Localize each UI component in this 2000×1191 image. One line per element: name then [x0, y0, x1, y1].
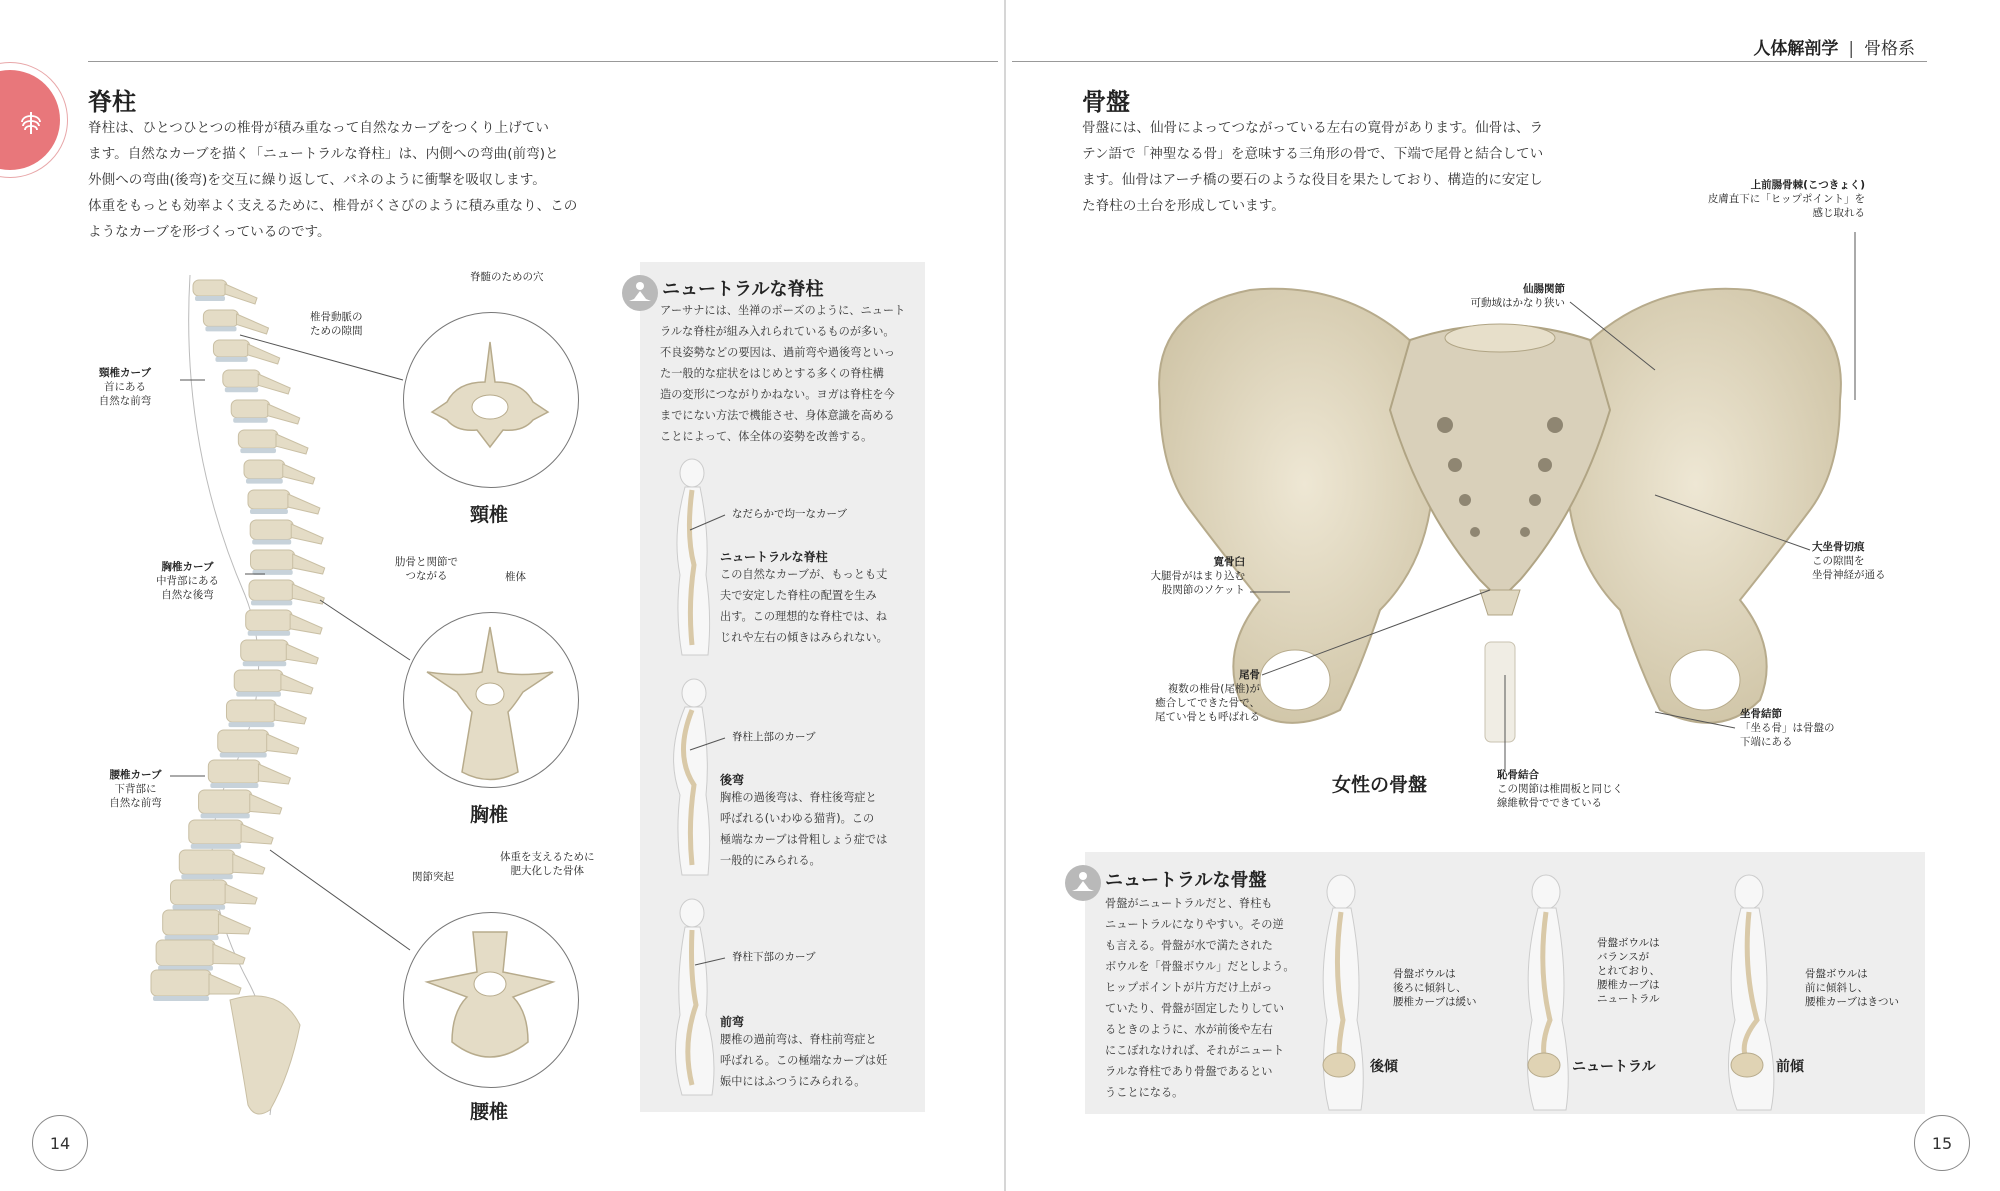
intro-line: ラルな脊柱が組み入れられているものが多い。	[660, 325, 895, 338]
label-heading: 上前腸骨棘(こつきょく)	[1750, 179, 1865, 191]
spine-pointer-neutral: なだらかで均一なカーブ	[732, 508, 847, 520]
label-line: 大腿骨がはまり込む	[1150, 570, 1245, 582]
thoracic-caption: 胸椎	[470, 804, 509, 826]
note-line: 骨盤ボウルは	[1597, 937, 1660, 949]
page-number-right: 15	[1914, 1115, 1970, 1171]
paragraph-line: た脊柱の土台を形成しています。	[1082, 198, 1285, 214]
figure-note-posterior	[1393, 967, 1476, 1009]
item-line: 極端なカーブは骨粗しょう症では	[720, 833, 888, 846]
label-heading: 頸椎カーブ	[99, 367, 151, 379]
note-line: 骨盤ボウルは	[1805, 968, 1868, 980]
label-line: 尾てい骨とも呼ばれる	[1155, 711, 1260, 723]
header-section: 骨格系	[1864, 39, 1915, 59]
label-line: 「坐る骨」は骨盤の	[1740, 722, 1835, 734]
note-line: 前に傾斜し、	[1805, 982, 1868, 994]
note-line: 腰椎カーブはきつい	[1805, 996, 1899, 1008]
spine-pointer-upper: 脊柱上部のカーブ	[732, 731, 816, 743]
label-line: 皮膚直下に「ヒップポイント」を	[1707, 193, 1865, 205]
item-heading: 後弯	[720, 773, 745, 787]
text-line: ラルな脊柱であり骨盤であるとい	[1105, 1065, 1273, 1078]
text-line: るときのように、水が前後や左右	[1105, 1023, 1273, 1036]
item-line: 腰椎の過前弯は、脊柱前弯症と	[720, 1033, 877, 1046]
label-heading: 尾骨	[1239, 669, 1260, 681]
label-line: 複数の椎骨(尾椎)が	[1167, 683, 1260, 695]
label-heading: 胸椎カーブ	[161, 561, 214, 573]
item-line: じれや左右の傾きはみられない。	[720, 631, 888, 644]
label-line: 首にある	[104, 381, 146, 393]
paragraph-line: ようなカーブを形づくっているのです。	[88, 224, 331, 240]
item-line: 出す。この理想的な脊柱では、ね	[720, 610, 887, 623]
label-line: 中背部にある	[156, 575, 219, 587]
pelvis-figure-anterior	[1713, 870, 1783, 1110]
label-heading: 寛骨臼	[1213, 556, 1245, 568]
label-sciatic-notch	[1812, 540, 1886, 582]
intro-line: までにない方法で機能させ、身体意識を高める	[660, 409, 895, 422]
spine-pointer-lower: 脊柱下部のカーブ	[732, 951, 816, 963]
paragraph-line: テン語で「神聖なる骨」を意味する三角形の骨で、下端で尾骨と結合してい	[1082, 146, 1544, 162]
note-line: バランスが	[1597, 951, 1650, 963]
label-asis	[1700, 178, 1865, 220]
paragraph-line: 外側への弯曲(後弯)を交互に繰り返して、バネのように衝撃を吸収します。	[88, 172, 546, 188]
label-line: 肋骨と関節で	[395, 556, 458, 568]
item-heading: 前弯	[720, 1015, 745, 1029]
text-line: にこぼれなければ、それがニュート	[1105, 1044, 1285, 1057]
intro-line: た一般的な症状をはじめとする多くの脊柱構	[660, 367, 884, 380]
pelvis-caption: 女性の骨盤	[1332, 774, 1428, 796]
item-line: 一般的にみられる。	[720, 854, 821, 867]
note-line: 腰椎カーブは緩い	[1393, 996, 1477, 1008]
pelvis-figure-neutral	[1510, 870, 1580, 1110]
label-line: 関節突起	[412, 871, 454, 883]
label-line: 可動域はかなり狭い	[1470, 297, 1565, 309]
lumbar-caption: 腰椎	[470, 1101, 509, 1123]
paragraph-line: 脊柱は、ひとつひとつの椎骨が積み重なって自然なカーブをつくり上げてい	[88, 120, 549, 136]
label-heading: 腰椎カーブ	[109, 769, 162, 781]
item-line: 呼ばれる。この極端なカーブは妊	[720, 1054, 888, 1067]
item-line: 呼ばれる(いわゆる猫背)。この	[720, 812, 875, 825]
label-line: この隙間を	[1812, 555, 1865, 567]
label-coccyx	[1125, 668, 1260, 724]
label-line: 感じ取れる	[1812, 207, 1865, 219]
paragraph-line: ます。仙骨はアーチ橋の要石のような役目を果たしており、構造的に安定し	[1082, 172, 1543, 188]
text-line: 骨盤がニュートラルだと、脊柱も	[1105, 897, 1273, 910]
figure-note-anterior	[1805, 967, 1899, 1009]
paragraph-line: 骨盤には、仙骨によってつながっている左右の寛骨があります。仙骨は、ラ	[1082, 120, 1544, 136]
label-line: 脊髄のための穴	[470, 271, 544, 283]
label-line: 体重を支えるために	[500, 851, 595, 863]
label-line: 下端にある	[1740, 736, 1793, 748]
label-line: 自然な後弯	[161, 589, 214, 601]
figure-label-anterior: 前傾	[1776, 1059, 1804, 1075]
figure-label-neutral: ニュートラル	[1572, 1059, 1656, 1075]
label-line: この関節は椎間板と同じく	[1497, 783, 1623, 795]
neutral-pelvis-title: ニュートラルな骨盤	[1105, 870, 1267, 891]
label-line: 線維軟骨でできている	[1497, 797, 1602, 809]
pelvis-title: 骨盤	[1082, 88, 1130, 116]
figure-label-posterior: 後傾	[1370, 1059, 1398, 1075]
item-line: この自然なカーブが、もっとも丈	[720, 568, 888, 581]
text-line: ヒップポイントが片方だけ上がっ	[1105, 981, 1273, 994]
figure-note-neutral	[1597, 936, 1660, 1006]
label-acetabulum	[1105, 555, 1245, 597]
label-line: 椎骨動脈の	[310, 311, 363, 323]
cervical-caption: 頸椎	[470, 504, 509, 526]
spine-title: 脊柱	[88, 88, 136, 116]
item-line: 夫で安定した脊柱の配置を生み	[720, 589, 877, 602]
paragraph-line: 体重をもっとも効率よく支えるために、椎骨がくさびのように積み重なり、この	[88, 198, 578, 214]
label-line: 坐骨神経が通る	[1812, 569, 1886, 581]
label-pubic-symphysis	[1497, 768, 1623, 810]
label-heading: 坐骨結節	[1740, 708, 1782, 720]
meditation-icon	[1065, 865, 1101, 901]
label-si-joint	[1440, 282, 1565, 310]
label-line: 椎体	[505, 571, 526, 583]
item-heading: ニュートラルな脊柱	[720, 550, 828, 564]
text-line: ボウルを「骨盤ボウル」だとしよう。	[1105, 960, 1295, 973]
label-line: ための隙間	[310, 325, 363, 337]
label-line: 癒合してできた骨で、	[1155, 697, 1260, 709]
paragraph-line: ます。自然なカーブを描く「ニュートラルな脊柱」は、内側への弯曲(前弯)と	[88, 146, 559, 162]
text-line: も言える。骨盤が水で満たされた	[1105, 939, 1273, 952]
label-line: 下背部に	[114, 783, 157, 795]
neutral-spine-title: ニュートラルな脊柱	[662, 279, 824, 300]
item-line: 娠中にはふつうにみられる。	[720, 1075, 866, 1088]
label-line: 自然な前弯	[109, 797, 162, 809]
item-line: 胸椎の過後弯は、脊柱後弯症と	[720, 791, 877, 804]
note-line: ニュートラル	[1597, 993, 1660, 1005]
note-line: とれており、	[1597, 965, 1660, 977]
header-title: 人体解剖学	[1753, 39, 1839, 59]
note-line: 腰椎カーブは	[1597, 979, 1660, 991]
note-line: 後ろに傾斜し、	[1393, 982, 1467, 994]
intro-line: 不良姿勢などの要因は、過前弯や過後弯といっ	[660, 346, 895, 359]
label-heading: 恥骨結合	[1497, 769, 1539, 781]
text-line: ニュートラルになりやすい。その逆	[1105, 918, 1284, 931]
pelvis-figure-posterior	[1305, 870, 1375, 1110]
intro-line: ことによって、体全体の姿勢を改善する。	[660, 430, 873, 443]
label-line: 股関節のソケット	[1161, 584, 1245, 596]
text-line: ていたり、骨盤が固定したりしてい	[1105, 1002, 1285, 1015]
intro-line: アーサナには、坐禅のポーズのように、ニュート	[660, 304, 906, 317]
label-line: 自然な前弯	[98, 395, 152, 407]
intro-line: 造の変形につながりかねない。ヨガは脊柱を今	[660, 388, 895, 401]
label-ischial-tuberosity	[1740, 707, 1835, 749]
label-line: 肥大化した骨体	[510, 865, 584, 877]
note-line: 骨盤ボウルは	[1393, 968, 1456, 980]
header-separator: |	[1848, 39, 1855, 59]
neutral-pelvis-text	[1105, 893, 1315, 1103]
label-heading: 大坐骨切痕	[1812, 541, 1865, 553]
label-heading: 仙腸関節	[1523, 283, 1565, 295]
page-number-left: 14	[32, 1115, 88, 1171]
label-line: つながる	[405, 570, 448, 582]
text-line: うことになる。	[1105, 1086, 1184, 1099]
